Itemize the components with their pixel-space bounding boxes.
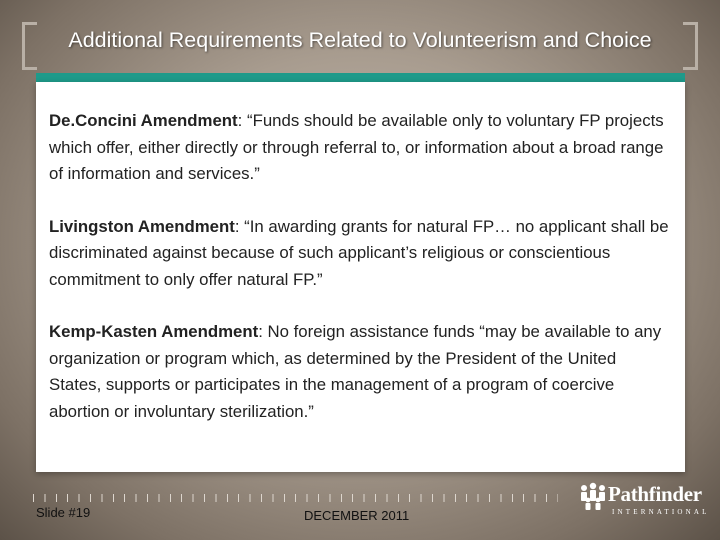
title-bracket-left bbox=[22, 22, 37, 70]
paragraph-kemp-kasten bbox=[49, 319, 673, 425]
paragraph-livingston bbox=[49, 214, 673, 294]
title-bracket-right bbox=[683, 22, 698, 70]
pathfinder-logo bbox=[578, 480, 710, 520]
paragraph-text: : “In awarding grants for natural FP… no applicant shall be discriminated against because of such applicant’s religious or conscientious commitment to only offer natural FP.” bbox=[49, 216, 669, 289]
footer-date: DECEMBER 2011 bbox=[304, 508, 410, 523]
slide-title: Additional Requirements Related to Volunteerism and Choice bbox=[68, 28, 652, 52]
footer-tick-rule bbox=[33, 494, 558, 502]
logo-name: Pathfinder bbox=[608, 482, 702, 506]
paragraph-heading: De.Concini Amendment bbox=[49, 111, 238, 130]
slide-number: Slide #19 bbox=[36, 505, 91, 520]
paragraph-heading: Kemp-Kasten Amendment bbox=[49, 322, 259, 341]
title-accent-bar bbox=[36, 73, 685, 82]
logo-subtitle: INTERNATIONAL bbox=[612, 508, 710, 516]
content-box bbox=[36, 82, 685, 472]
paragraph-text: : “Funds should be available only to voluntary FP projects which offer, either directly or through referral to, or information about a broad range of information and services.” bbox=[49, 111, 664, 183]
paragraph-heading: Livingston Amendment bbox=[49, 216, 235, 236]
paragraph-text: : No foreign assistance funds “may be available to any organization or program which, as determined by the President of the United States, supports or participates in the management of a program of coercive abortion or involuntary sterilization.” bbox=[49, 322, 662, 421]
paragraph-deconcini bbox=[49, 108, 673, 188]
people-group-icon bbox=[578, 482, 608, 512]
